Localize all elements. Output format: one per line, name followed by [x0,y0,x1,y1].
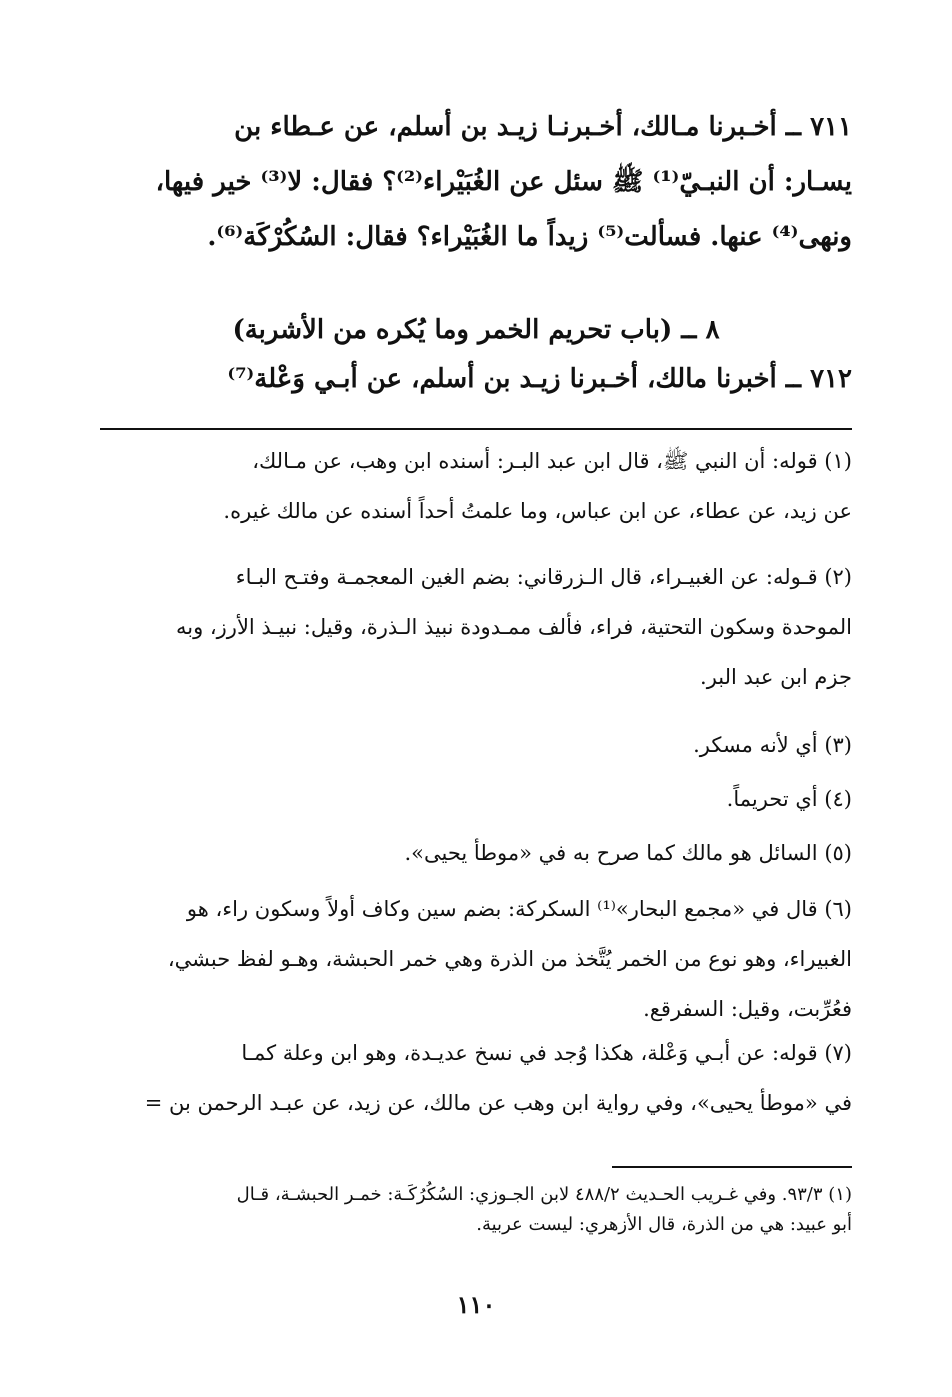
hadith-711 [100,100,852,265]
chapter-heading: ٨ ــ (باب تحريم الخمر وما يُكره من الأشربة) [232,315,720,345]
hadith-712 [100,352,852,407]
footnote-line: (٦) قال في «مجمع البحار»⁽¹⁾ السكركة: بضم سين وكاف أولاً وسكون راء، هو [186,897,852,921]
subfootnote-line: أبو عبيد: هي من الذرة، قال الأزهري: ليست عربية. [476,1214,852,1235]
footnote-line: (١) قوله: أن النبي ﷺ، قال ابن عبد البـر: أسنده ابن وهب، عن مـالك، [252,449,852,473]
footnote-3: (٣) أي لأنه مسكر. [693,733,852,757]
footnote-divider [100,428,852,430]
hadith-711-line: ٧١١ ــ أخـبرنا مـالك، أخـبرنـا زيـد بن أسلم، عن عـطاء بن [234,112,852,142]
footnote-line: (٧) قوله: عن أبـي وَعْلة، هكذا وُجد في نسخ عديـدة، وهو ابن وعلة كمـا [241,1041,852,1065]
footnote-line: عن زيد، عن عطاء، عن ابن عباس، وما علمتُ أحداً أسنده عن مالك غيره. [223,499,852,523]
footnote-line: في «موطأ يحيى»، وفي رواية ابن وهب عن مالك، عن زيد، عن عبـد الرحمن بن = [144,1091,852,1115]
footnote-5: (٥) السائل هو مالك كما صرح به في «موطأ يحيى». [404,841,852,865]
footnote-7 [100,1028,852,1128]
footnote-line: جزم ابن عبد البر. [700,665,852,689]
hadith-711-line: ونهى⁽⁴⁾ عنها. فسألت⁽⁵⁾ زيداً ما الغُبَيْراء؟ فقال: السُكُرْكَة⁽⁶⁾. [207,222,852,252]
footnote-line: فعُرِّبت، وقيل: السفرقع. [643,997,852,1021]
footnote-line: (٢) قـوله: عن الغبيـراء، قال الـزرقاني: بضم الغين المعجمـة وفتـح البـاء [235,565,852,589]
footnote-6 [100,884,852,1034]
footnote-1 [100,436,852,536]
footnote-4: (٤) أي تحريماً. [726,787,852,811]
footnote-line: الغبيراء، وهو نوع من الخمر يُتَّخذ من الذرة وهي خمر الحبشة، وهـو لفظ حبشي، [167,947,852,971]
footnote-line: الموحدة وسكون التحتية، فراء، فألف ممـدودة نبيذ الـذرة، وقيل: نبيـذ الأرز، وبه [175,615,852,639]
hadith-712-line: ٧١٢ ــ أخبرنا مالك، أخـبرنا زيـد بن أسلم، عن أبـي وَعْلة⁽⁷⁾ [227,364,852,394]
subfootnote-divider [612,1166,852,1168]
footnote-2 [100,552,852,702]
hadith-711-line: يسـار: أن النبـيّ⁽¹⁾ ﷺ سئل عن الغُبَيْراء⁽²⁾؟ فقال: لا⁽³⁾ خير فيها، [155,167,852,197]
subfootnote-1 [100,1180,852,1240]
page-number: ١١٠ [456,1290,496,1319]
subfootnote-line: (١) ٩٣/٣. وفي غـريب الحـديث ٤٨٨/٢ لابن الجـوزي: السُكُرُكَـة: خمـر الحبشـة، قـال [236,1184,852,1205]
